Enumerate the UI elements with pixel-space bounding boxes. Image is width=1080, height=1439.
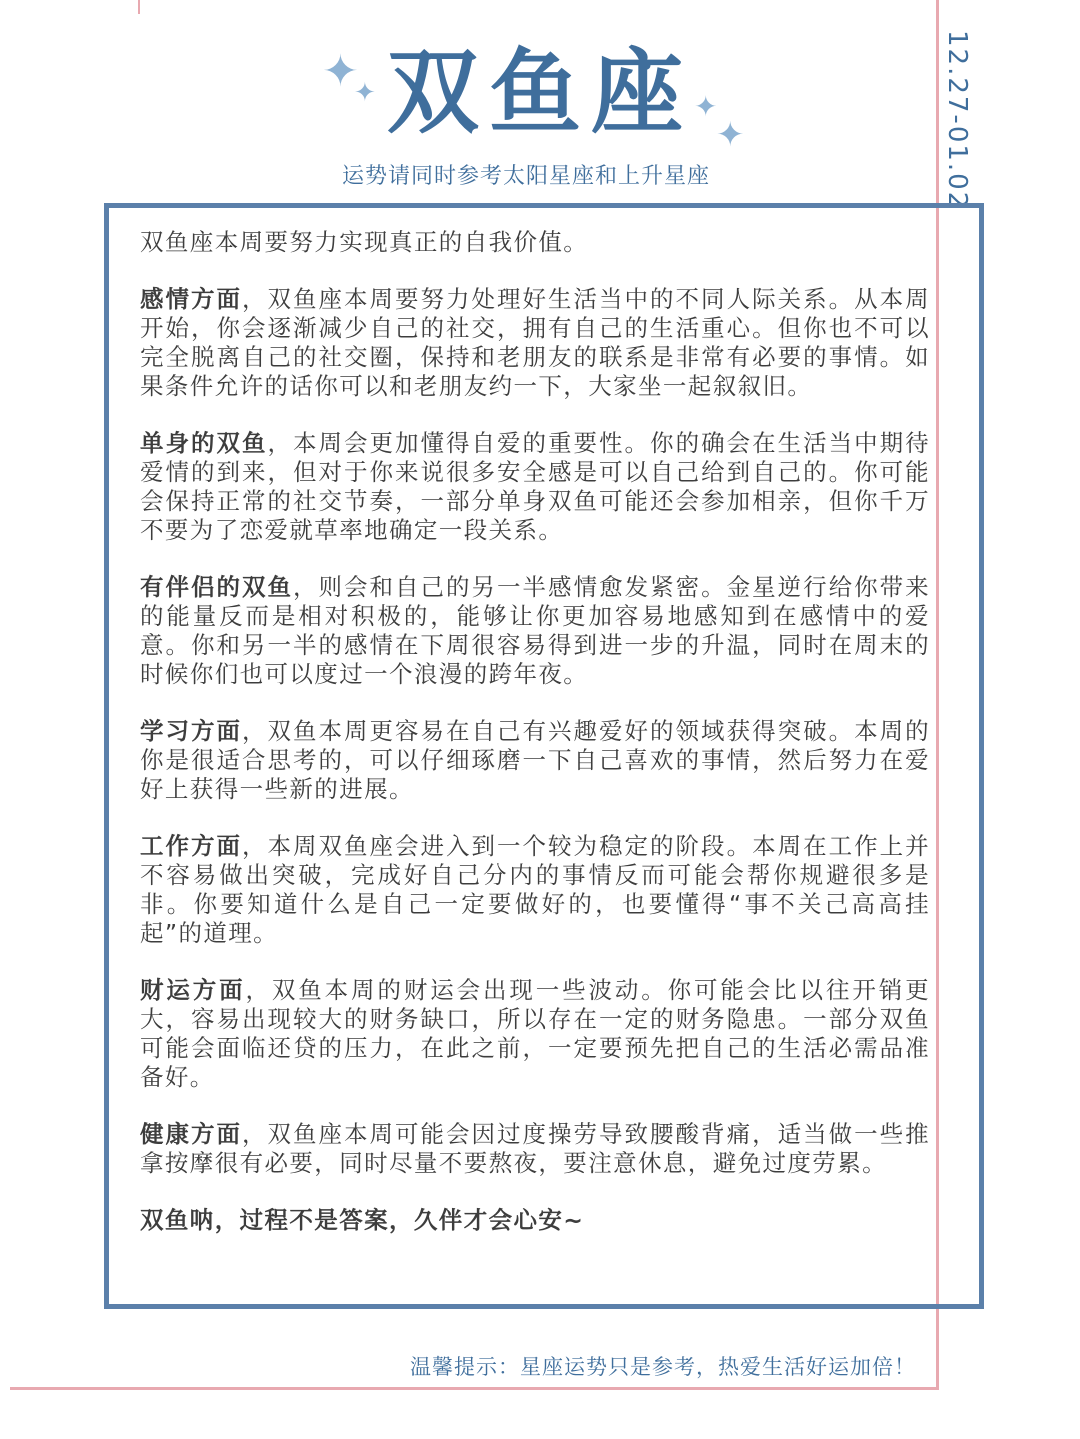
pink-frame-horizontal-line <box>10 1387 939 1390</box>
section-heading: 健康方面 <box>140 1120 243 1148</box>
section-partnered <box>140 573 930 689</box>
section-heading: 财运方面 <box>140 976 246 1004</box>
section-body: ，双鱼本周的财运会出现一些波动。你可能会比以往开销更大，容易出现较大的财务缺口，所以存在一定的财务隐患。一部分双鱼可能会面临还贷的压力，在此之前，一定要预先把自己的生活必需品准备好。 <box>140 976 930 1091</box>
section-single <box>140 429 930 545</box>
date-range: 12.27-01.02 <box>942 30 972 211</box>
horoscope-text <box>140 228 930 1235</box>
footer-tip: 温馨提示：星座运势只是参考，热爱生活好运加倍！ <box>410 1355 916 1379</box>
section-health <box>140 1120 930 1178</box>
section-body: ，双鱼座本周要努力处理好生活当中的不同人际关系。从本周开始，你会逐渐减少自己的社交，拥有自己的生活重心。但你也不可以完全脱离自己的社交圈，保持和老朋友的联系是非常有必要的事情。如果条件允许的话你可以和老朋友约一下，大家坐一起叙叙旧。 <box>140 285 930 400</box>
section-heading: 有伴侣的双鱼 <box>140 573 294 601</box>
sparkle-icon: ✦ <box>354 78 376 108</box>
section-love <box>140 285 930 401</box>
page-subtitle: 运势请同时参考太阳星座和上升星座 <box>341 164 710 189</box>
sparkle-icon: ✦ <box>322 46 359 97</box>
page-title: 双鱼座 <box>386 39 693 146</box>
section-heading: 单身的双鱼 <box>140 429 268 457</box>
section-heading: 学习方面 <box>140 717 243 745</box>
section-body: ，双鱼座本周可能会因过度操劳导致腰酸背痛，适当做一些推拿按摩很有必要，同时尽量不要熬夜，要注意休息，避免过度劳累。 <box>140 1120 930 1177</box>
section-body: ，本周会更加懂得自爱的重要性。你的确会在生活当中期待爱情的到来，但对于你来说很多安全感是可以自己给到自己的。你可能会保持正常的社交节奏，一部分单身双鱼可能还会参加相亲，但你千万不要为了恋爱就草率地确定一段关系。 <box>140 429 930 544</box>
horoscope-content-box <box>104 203 984 1309</box>
pink-frame-top-tick <box>138 0 140 14</box>
section-body: ，双鱼本周更容易在自己有兴趣爱好的领域获得突破。本周的你是很适合思考的，可以仔细琢磨一下自己喜欢的事情，然后努力在爱好上获得一些新的进展。 <box>140 717 930 803</box>
section-body: ，本周双鱼座会进入到一个较为稳定的阶段。本周在工作上并不容易做出突破，完成好自己分内的事情反而可能会帮你规避很多是非。你要知道什么是自己一定要做好的，也要懂得“事不关己高高挂起”的道理。 <box>140 832 930 947</box>
section-heading: 工作方面 <box>140 832 243 860</box>
section-heading: 感情方面 <box>140 285 243 313</box>
sparkle-icon: ✦ <box>694 90 718 123</box>
section-study <box>140 717 930 804</box>
sparkle-icon: ✦ <box>716 115 745 155</box>
section-body: ，则会和自己的另一半感情愈发紧密。金星逆行给你带来的能量反而是相对积极的，能够让你更加容易地感知到在感情中的爱意。你和另一半的感情在下周很容易得到进一步的升温，同时在周末的时候你们也可以度过一个浪漫的跨年夜。 <box>140 573 931 688</box>
intro-paragraph: 双鱼座本周要努力实现真正的自我价值。 <box>140 228 589 256</box>
closing-line: 双鱼呐，过程不是答案，久伴才会心安~ <box>140 1206 585 1234</box>
section-wealth <box>140 976 930 1092</box>
section-work <box>140 832 930 948</box>
